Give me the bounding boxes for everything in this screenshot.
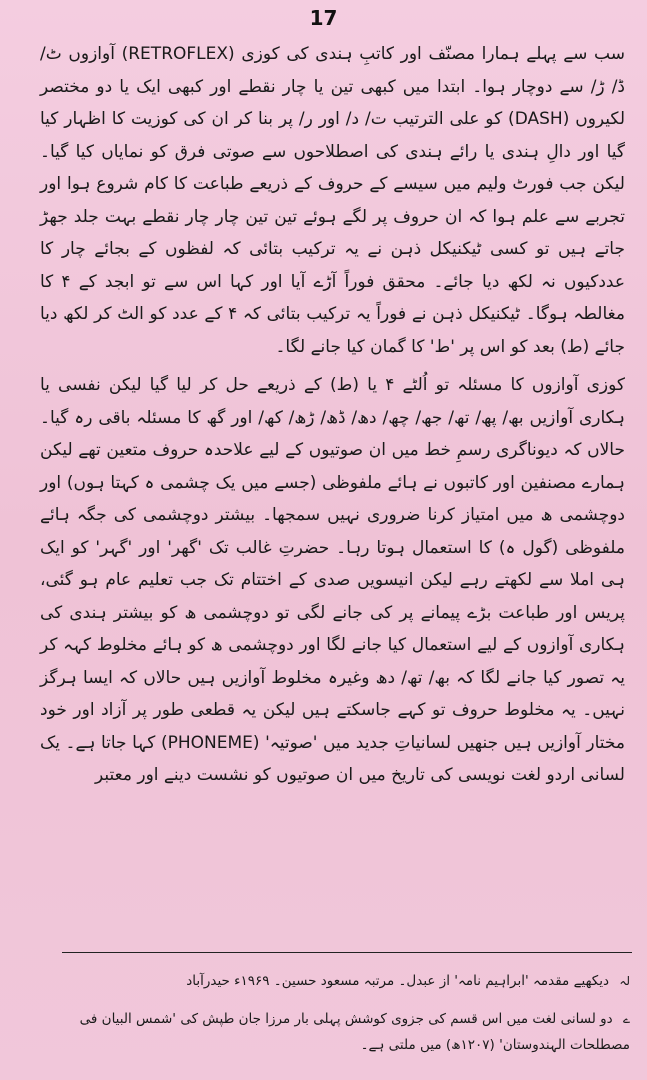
page-number: 17: [309, 6, 338, 30]
footnote: [40, 1006, 630, 1058]
footnote-divider: [62, 952, 632, 953]
footnote: [40, 968, 630, 994]
footnote-mark: ے: [622, 1012, 630, 1026]
footnote-text: دیکھیے مقدمہ 'ابراہیم نامہ' از عبدل۔ مرتبہ مسعود حسین۔ ۱۹۶۹ء حیدرآباد: [186, 973, 610, 989]
body-text: [40, 38, 625, 792]
footnote-text: دو لسانی لغت میں اس قسم کی جزوی کوشش پہلی بار مرزا جان طپش کی 'شمس البیان فی مصطلحات الہندوستان' (۱۲۰۷ھ) میں ملتی ہے۔: [79, 1011, 630, 1053]
paragraph: سب سے پہلے ہمارا مصنّف اور کاتبِ ہندی کی کوزی (RETROFLEX) آوازوں ٹ/ ڈ/ ڑ/ سے دوچار ہوا۔ ابتدا میں کبھی تین یا چار نقطے اور کبھی ایک یا دو مختصر لکیروں (DASH) کو علی الترتیب ت/ د/ اور ر/ پر بنا کر ان کی کوزیت کا اظہار کیا گیا اور دالِ ہندی یا رائے ہندی کی اصطلاحوں سے صوتی فرق کو نمایاں کیا گیا۔ لیکن جب فورٹ ولیم میں سیسے کے حروف کے ذریعے طباعت کا کام شروع ہوا اور تجربے سے علم ہوا کہ ان حروف پر لگے ہوئے تین تین چار چار نقطے بہت جلد جھڑ جاتے ہیں تو کسی ٹیکنیکل ذہن نے یہ ترکیب بتائی کہ لفظوں کے بجائے چار کا عددکیوں نہ لکھ دیا جائے۔ محقق فوراً آڑے آیا اور کہا اس سے تو ابجد کے ۴ کا مغالطہ ہوگا۔ ٹیکنیکل ذہن نے فوراً یہ ترکیب بتائی کہ ۴ کے عدد کو الٹ کر لکھ دیا جائے (ط) بعد کو اس پر 'ط' کا گمان کیا جانے لگا۔: [40, 44, 625, 357]
paragraph: کوزی آوازوں کا مسئلہ تو اُلٹے ۴ یا (ط) کے ذریعے حل کر لیا گیا لیکن نفسی یا ہکاری آوازیں بھ/ پھ/ تھ/ جھ/ چھ/ دھ/ ڈھ/ ڑھ/ کھ/ اور گھ کا مسئلہ باقی رہ گیا۔ حالاں کہ دیوناگری رسمِ خط میں ان صوتیوں کے لیے علاحدہ حروف متعین تھے لیکن ہمارے مصنفین اور کاتبوں نے ہائے ملفوظی (جسے میں یک چشمی ہ کہتا ہوں) اور دوچشمی ھ میں امتیاز کرنا ضروری نہیں سمجھا۔ بیشتر دوچشمی کی جگہ ہائے ملفوظی (گول ہ) کا استعمال ہوتا رہا۔ حضرتِ غالب تک 'گھر' اور 'گہر' کو ایک ہی املا سے لکھتے رہے لیکن انیسویں صدی کے اختتام تک جب تعلیم عام ہو گئی، پریس اور طباعت بڑے پیمانے پر کی جانے لگی تو دوچشمی ھ کو بیشتر ہندی کی ہکاری آوازوں کے لیے استعمال کیا جانے لگا اور دوچشمی ھ کو ہائے مخلوط کہہ کر یہ تصور کیا جانے لگا کہ بھ/ تھ/ دھ وغیرہ مخلوط آوازیں ہیں حالاں کہ ایسا ہرگز نہیں۔ یہ مخلوط حروف تو کہے جاسکتے ہیں لیکن یہ قطعی طور پر آزاد اور خود مختار آوازیں ہیں جنھیں لسانیاتِ جدید میں 'صوتیہ' (PHONEME) کہا جاتا ہے۔ یک لسانی اردو لغت نویسی کی تاریخ میں ان صوتیوں کو نشست دینے اور معتبر: [40, 375, 625, 785]
footnotes: [40, 968, 630, 1070]
footnote-mark: لہ: [619, 974, 630, 988]
